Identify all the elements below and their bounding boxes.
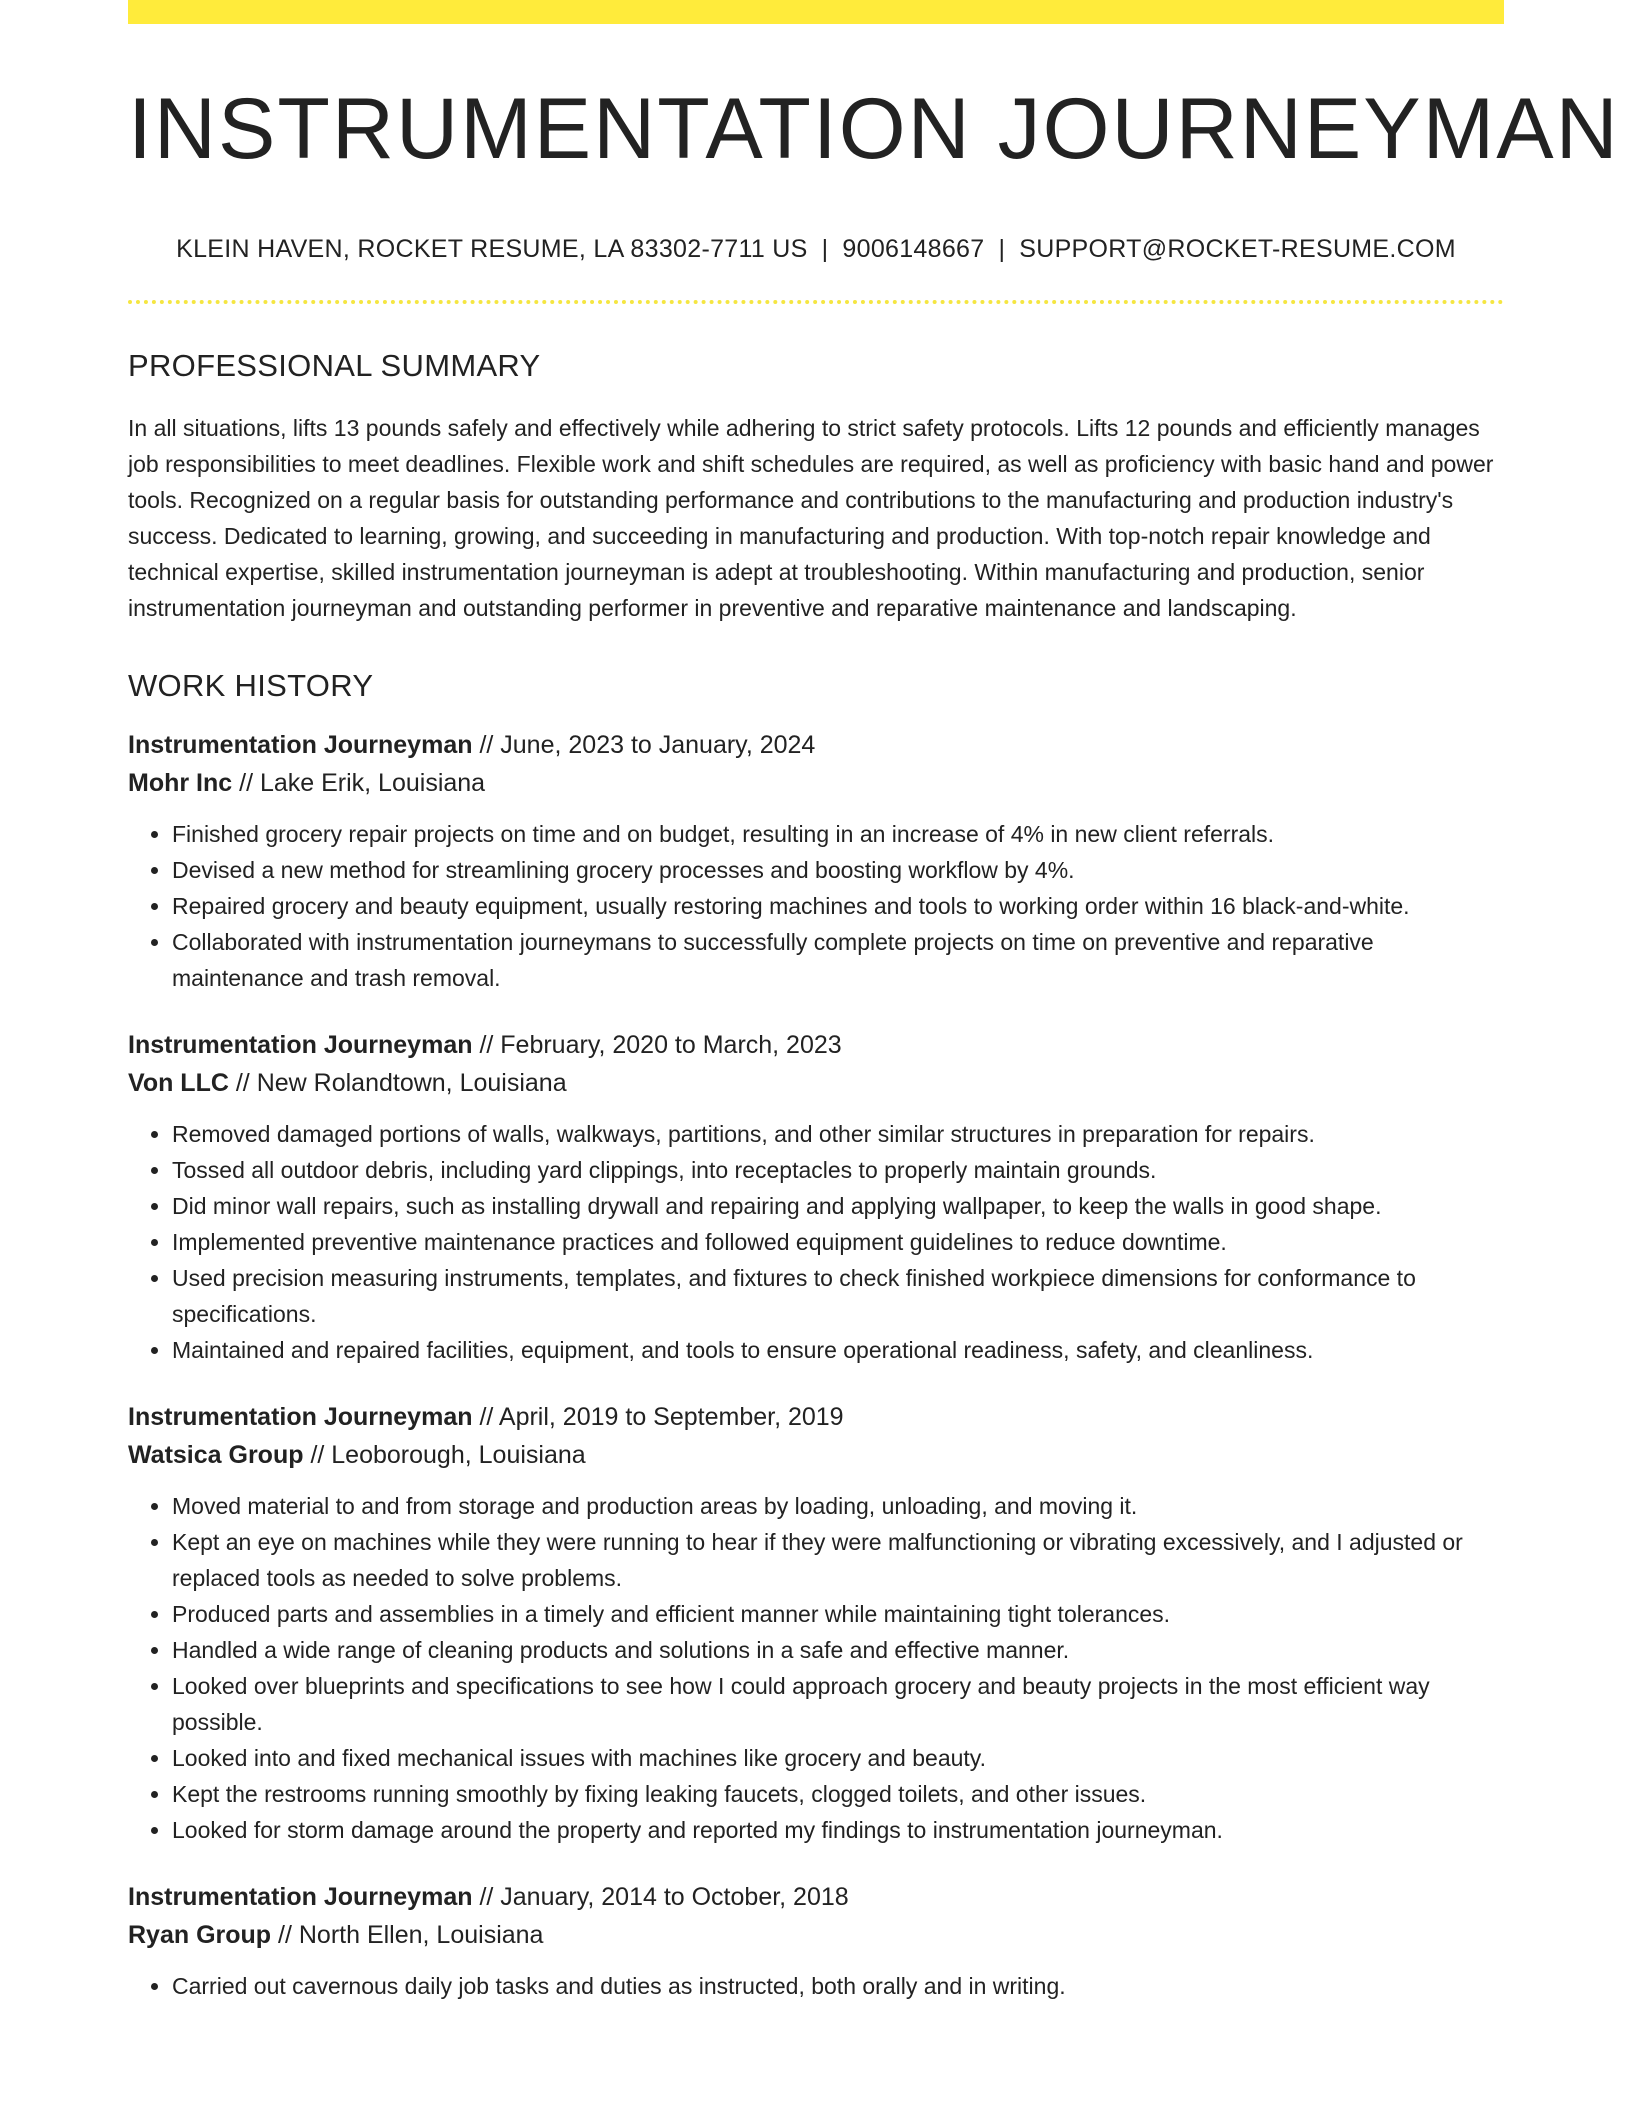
job-bullet: • Collaborated with instrumentation journeymans to successfully complete projects on time on preventive and reparative maintenance and trash removal. bbox=[172, 924, 1504, 996]
job-dates: // January, 2014 to October, 2018 bbox=[472, 1882, 849, 1911]
job-bullets bbox=[128, 1116, 1504, 1368]
job-title-line bbox=[128, 726, 1504, 764]
job-bullet: • Carried out cavernous daily job tasks and duties as instructed, both orally and in writing. bbox=[172, 1968, 1504, 2004]
job-title: Instrumentation Journeyman bbox=[128, 730, 473, 759]
job-bullet: • Finished grocery repair projects on time and on budget, resulting in an increase of 4% in new client referrals. bbox=[172, 816, 1504, 852]
job-title-line bbox=[128, 1878, 1504, 1916]
job-bullet: • Removed damaged portions of walls, walkways, partitions, and other similar structures in preparation for repairs. bbox=[172, 1116, 1504, 1152]
job-bullet: • Produced parts and assemblies in a timely and efficient manner while maintaining tight tolerances. bbox=[172, 1596, 1504, 1632]
job-title: Instrumentation Journeyman bbox=[128, 1030, 473, 1059]
job-location: // Lake Erik, Louisiana bbox=[232, 768, 486, 797]
job-bullet: • Handled a wide range of cleaning products and solutions in a safe and effective manner. bbox=[172, 1632, 1504, 1668]
job-dates: // February, 2020 to March, 2023 bbox=[472, 1030, 842, 1059]
job-bullets bbox=[128, 1488, 1504, 1848]
job-entry bbox=[128, 1878, 1504, 2004]
job-dates: // April, 2019 to September, 2019 bbox=[472, 1402, 844, 1431]
job-bullet: • Kept an eye on machines while they were running to hear if they were malfunctioning or vibrating excessively, and I adjusted or replaced tools as needed to solve problems. bbox=[172, 1524, 1504, 1596]
job-title-line bbox=[128, 1398, 1504, 1436]
job-bullet: • Kept the restrooms running smoothly by fixing leaking faucets, clogged toilets, and other issues. bbox=[172, 1776, 1504, 1812]
job-location: // North Ellen, Louisiana bbox=[271, 1920, 544, 1949]
job-location: // Leoborough, Louisiana bbox=[303, 1440, 586, 1469]
job-company-line bbox=[128, 1064, 1504, 1102]
job-bullets bbox=[128, 816, 1504, 996]
job-company-line bbox=[128, 764, 1504, 802]
dotted-divider bbox=[128, 300, 1504, 304]
job-bullet: • Maintained and repaired facilities, equipment, and tools to ensure operational readiness, safety, and cleanliness. bbox=[172, 1332, 1504, 1368]
job-company: Ryan Group bbox=[128, 1920, 272, 1949]
job-bullet: • Devised a new method for streamlining grocery processes and boosting workflow by 4%. bbox=[172, 852, 1504, 888]
job-entry bbox=[128, 726, 1504, 996]
job-title: Instrumentation Journeyman bbox=[128, 1882, 473, 1911]
accent-bar bbox=[128, 0, 1504, 24]
resume-page bbox=[128, 0, 1620, 2004]
job-bullet: • Implemented preventive maintenance practices and followed equipment guidelines to reduce downtime. bbox=[172, 1224, 1504, 1260]
job-company: Mohr Inc bbox=[128, 768, 233, 797]
job-bullet: • Moved material to and from storage and production areas by loading, unloading, and moving it. bbox=[172, 1488, 1504, 1524]
work-history-list bbox=[128, 726, 1504, 2004]
job-company: Von LLC bbox=[128, 1068, 229, 1097]
job-title: Instrumentation Journeyman bbox=[128, 1402, 473, 1431]
summary-heading: PROFESSIONAL SUMMARY bbox=[128, 347, 541, 383]
job-entry bbox=[128, 1398, 1504, 1848]
job-bullet: • Tossed all outdoor debris, including yard clippings, into receptacles to properly maintain grounds. bbox=[172, 1152, 1504, 1188]
job-bullet: • Repaired grocery and beauty equipment, usually restoring machines and tools to working order within 16 black-and-white. bbox=[172, 888, 1504, 924]
summary-text: In all situations, lifts 13 pounds safely and effectively while adhering to strict safety protocols. Lifts 12 pounds and efficiently manages job responsibilities to meet deadlines. Flexible work and shift schedules are required, as well as proficiency with basic hand and power tools. Recognized on a regular basis for outstanding performance and contributions to the manufacturing and production industry's success. Dedicated to learning, growing, and succeeding in manufacturing and production. With top-notch repair knowledge and technical expertise, skilled instrumentation journeyman is adept at troubleshooting. Within manufacturing and production, senior instrumentation journeyman and outstanding performer in preventive and reparative maintenance and landscaping. bbox=[128, 414, 1494, 621]
job-dates: // June, 2023 to January, 2024 bbox=[472, 730, 816, 759]
contact-line bbox=[128, 235, 1504, 264]
contact-separator: | bbox=[998, 234, 1006, 263]
job-entry bbox=[128, 1026, 1504, 1368]
job-title-line bbox=[128, 1026, 1504, 1064]
job-location: // New Rolandtown, Louisiana bbox=[228, 1068, 567, 1097]
work-history-heading: WORK HISTORY bbox=[128, 667, 374, 703]
contact-email: SUPPORT@ROCKET-RESUME.COM bbox=[1019, 234, 1456, 263]
job-company-line bbox=[128, 1436, 1504, 1474]
contact-address: KLEIN HAVEN, ROCKET RESUME, LA 83302-7711 US bbox=[176, 234, 808, 263]
job-bullet: • Used precision measuring instruments, templates, and fixtures to check finished workpiece dimensions for conformance to specifications. bbox=[172, 1260, 1504, 1332]
job-bullets bbox=[128, 1968, 1504, 2004]
job-company: Watsica Group bbox=[128, 1440, 304, 1469]
resume-name: INSTRUMENTATION JOURNEYMAN bbox=[128, 81, 1620, 177]
job-bullet: • Looked for storm damage around the property and reported my findings to instrumentation journeyman. bbox=[172, 1812, 1504, 1848]
job-bullet: • Looked into and fixed mechanical issues with machines like grocery and beauty. bbox=[172, 1740, 1504, 1776]
contact-separator: | bbox=[821, 234, 829, 263]
job-company-line bbox=[128, 1916, 1504, 1954]
job-bullet: • Looked over blueprints and specifications to see how I could approach grocery and beauty projects in the most efficient way possible. bbox=[172, 1668, 1504, 1740]
contact-phone: 9006148667 bbox=[842, 234, 985, 263]
job-bullet: • Did minor wall repairs, such as installing drywall and repairing and applying wallpaper, to keep the walls in good shape. bbox=[172, 1188, 1504, 1224]
